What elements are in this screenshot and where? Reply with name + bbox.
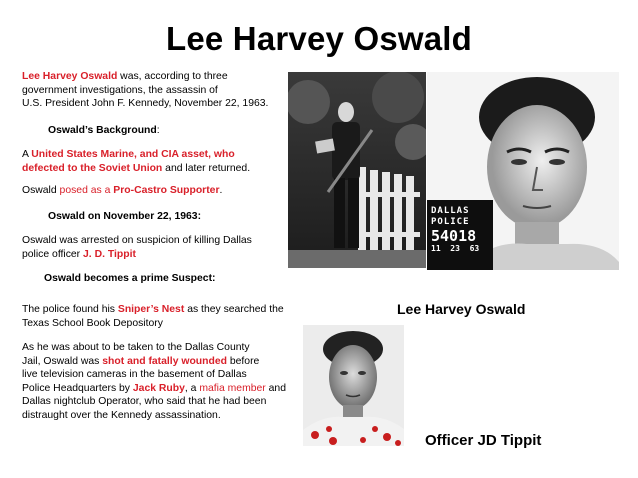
mafia-highlight: mafia member (199, 382, 266, 394)
mugshot-placard (431, 206, 491, 254)
slide-title: Lee Harvey Oswald (165, 20, 473, 57)
oswald-name-highlight: Lee Harvey Oswald (22, 71, 118, 82)
placard-date: 11 23 63 (431, 244, 480, 253)
arrest-paragraph: Oswald was arrested on suspicion of killing Dallas police officer J. D. Tippit (22, 235, 252, 260)
heading-november-22: Oswald on November 22, 1963: (48, 211, 202, 222)
tippit-highlight: J. D. Tippit (83, 248, 136, 260)
background-paragraph: A United States Marine, and CIA asset, who defected to the Soviet Union and later returned. (22, 149, 251, 174)
snipers-nest-paragraph: The police found his Sniper’s Nest as they searched the Texas School Book Depository (22, 304, 284, 329)
caption-oswald: Lee Harvey Oswald (397, 301, 526, 317)
oswald-mugshot-photo (427, 72, 619, 270)
jack-ruby-highlight: Jack Ruby (132, 382, 185, 394)
shot-highlight: shot and fatally wounded (102, 355, 227, 367)
snipers-nest-highlight: Sniper’s Nest (117, 304, 185, 315)
caption-tippit: Officer JD Tippit (425, 432, 542, 449)
ruby-paragraph: As he was about to be taken to the Dallas County Jail, Oswald was shot and fatally wounded before live television cameras in the basement of Dallas Police Headquarters by Jack Ruby, a mafia member and Dallas nightclub Operator, who said that he had been distraught over the Kennedy assassination. (22, 342, 286, 421)
pro-castro-paragraph: Oswald posed as a Pro-Castro Supporter. (22, 185, 223, 196)
posed-highlight: posed as a (59, 185, 111, 196)
heading-background: Oswald’s Background: (48, 125, 160, 136)
heading-prime-suspect: Oswald becomes a prime Suspect: (44, 273, 216, 284)
placard-line-1: DALLAS (431, 206, 470, 216)
placard-line-2: POLICE (431, 217, 470, 227)
marine-cia-highlight: United States Marine, and CIA asset, who (31, 149, 235, 160)
intro-paragraph (22, 70, 268, 111)
intro-text-2: government investigations, the assassin of (22, 84, 218, 96)
intro-text: was, according to three (117, 71, 228, 82)
intro-text-3: U.S. President John F. Kennedy, November 22, 1963. (22, 98, 269, 110)
defected-highlight: defected to the Soviet Union (22, 162, 163, 174)
tippit-portrait-photo (303, 325, 404, 446)
backyard-rifle-photo (288, 72, 426, 268)
placard-number: 54018 (431, 227, 477, 245)
pro-castro-highlight: Pro-Castro Supporter (113, 185, 220, 196)
